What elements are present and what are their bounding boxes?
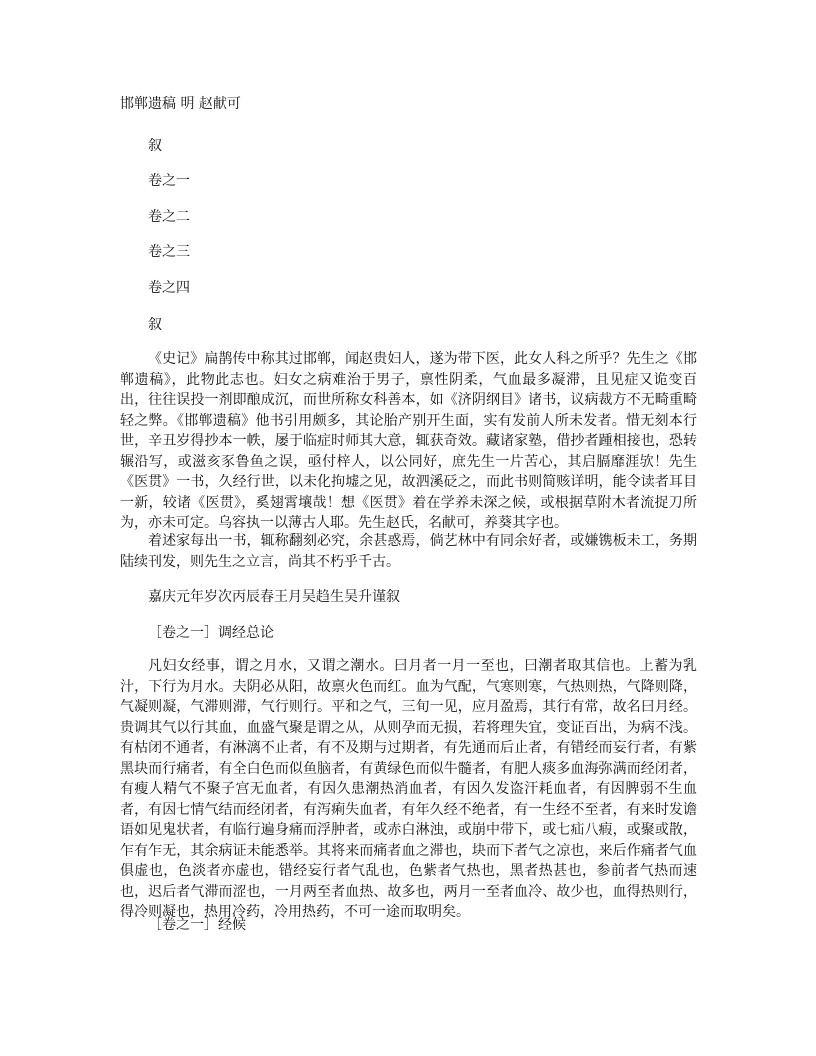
preface-paragraph-1: 《史记》扁鹊传中称其过邯郸，闻赵贵妇人，遂为带下医，此女人科之所乎？先生之《邯郸遗稿》，此物此志也。妇女之病难治于男子，禀性阴柔，气血最多凝滞，且见症又诡变百出，往往误投一剂即酿成沉，而世所称女科善本，如《济阴纲目》诸书，议病裁方不无畸重畸轻之弊。《邯郸遗稿》他书引用颇多，其论胎产别开生面，实有发前人所未发者。惜无刻本行世，辛丑岁得抄本一帙，屡于临症时师其大意，辄获奇效。藏诸家塾，借抄者踵相接也，恐转辗沿写，或滋亥豕鲁鱼之误，亟付梓人，以公同好，庶先生一片苦心，其启膈靡涯欤！先生《医贯》一书，久经行世，以未化拘墟之见，故泗溪砭之，而此书则简赅详明，能令读者耳目一新，较诸《医贯》，奚翅霄壤哉！想《医贯》着在学养未深之候，或根据草附木者流捉刀所为，亦未可定。乌容执一以薄古人耶。先生赵氏，名献可，养葵其字也。 — [120, 351, 697, 531]
toc-item-volume-1[interactable]: 卷之一 — [148, 173, 190, 189]
section-heading-general-menstruation: ［卷之一］调经总论 — [148, 625, 274, 641]
toc-item-volume-3[interactable]: 卷之三 — [148, 244, 190, 260]
section-body-general-menstruation: 凡妇女经事，谓之月水，又谓之潮水。曰月者一月一至也，曰潮者取其信也。上蓄为乳汁，下行为月水。夫阴必从阳，故禀火色而红。血为气配，气寒则寒，气热则热，气降则降，气凝则凝，气滞则滞，气行则行。平和之气，三旬一见，应月盈焉，其行有常，故名曰月经。贵调其气以行其血，血盛气聚是谓之从，从则孕而无损，若将理失宜，变证百出，为病不浅。有枯闭不通者，有淋漓不止者，有不及期与过期者，有先通而后止者，有错经而妄行者，有紫黑块而行痛者，有全白色而似鱼脑者，有黄绿色而似牛髓者，有肥人痰多血海弥满而经闭者，有瘦人精气不聚子宫无血者，有因久患潮热消血者，有因久发盗汗耗血者，有因脾弱不生血者，有因七情气结而经闭者，有泻痢失血者，有年久经不绝者，有一生经不至者，有来时发谵语如见鬼状者，有临行遍身痛而浮肿者，或赤白淋浊，或崩中带下，或七疝八瘕，或聚或散，乍有乍无，其余病证未能悉举。其将来而痛者血之滞也，块而下者气之凉也，来后作痛者气血俱虚也，色淡者亦虚也，错经妄行者气乱也，色紫者气热也，黑者热甚也，参前者气热而速也，迟后者气滞而涩也，一月两至者血热、故多也，两月一至者血冷、故少也，血得热则行，得冷则凝也，热用冷药，冷用热药，不可一途而取明矣。 — [120, 658, 697, 920]
preface-heading: 叙 — [148, 317, 162, 333]
toc-item-volume-4[interactable]: 卷之四 — [148, 280, 190, 296]
section-heading-menstrual-signs: ［卷之一］经候 — [148, 917, 246, 933]
toc-item-volume-2[interactable]: 卷之二 — [148, 209, 190, 225]
preface-signature: 嘉庆元年岁次丙辰春王月吴趋生吴升谨叙 — [148, 589, 400, 605]
document-title: 邯郸遗稿 明 赵献可 — [120, 96, 241, 112]
toc-item-preface[interactable]: 叙 — [148, 138, 162, 154]
preface-paragraph-2: 着述家每出一书，辄称翻刻必究，余甚惑焉，倘艺林中有同余好者，或嫌镌板未工，务期陆续刊发，则先生之立言，尚其不朽乎千古。 — [120, 533, 697, 570]
